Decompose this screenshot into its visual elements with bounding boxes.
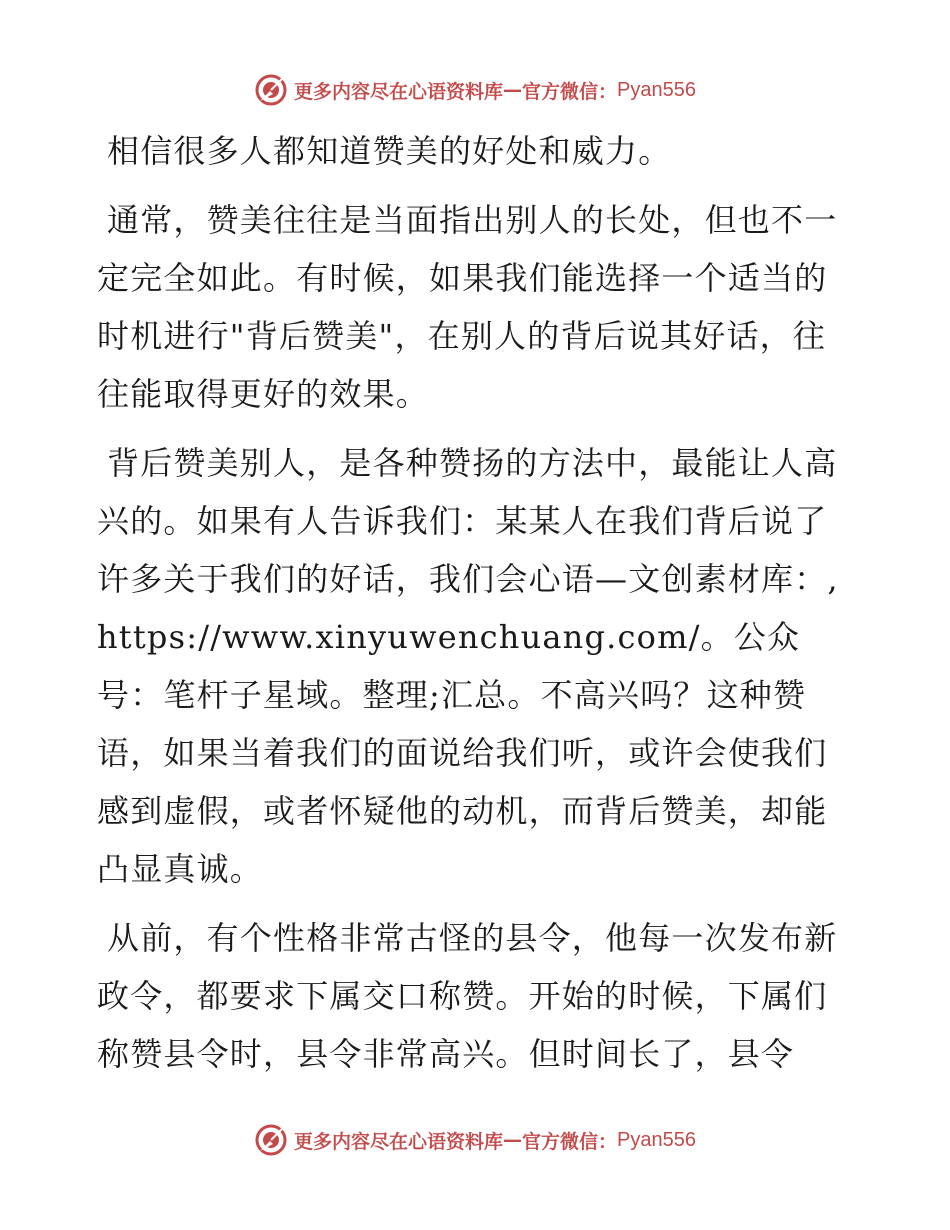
paragraph-1: 相信很多人都知道赞美的好处和威力。: [107, 132, 672, 170]
banner-wechat-id: Pyan556: [617, 1128, 696, 1151]
pen-nib-logo-icon: [254, 1123, 288, 1157]
banner-separator: —: [503, 1129, 523, 1151]
banner-wechat-label: 官方微信：: [522, 1130, 618, 1153]
paragraph-4: 从前，有个性格非常古怪的县令，他每一次发布新政令，都要求下属交口称赞。开始的时候，下属们称赞县令时，县令非常高兴。但时间长了，县令: [97, 919, 838, 1073]
paragraph-3: 背后赞美别人，是各种赞扬的方法中，最能让人高兴的。如果有人告诉我们：某某人在我们背后说了许多关于我们的好话，我们会心语—文创素材库：,https://www.xinyuwenchuang.com/。公众号：笔杆子星域。整理;汇总。不高兴吗？这种赞语，如果当着我们的面说给我们听，或许会使我们感到虚假，或者怀疑他的动机，而背后赞美，却能凸显真诚。: [97, 444, 839, 888]
banner-brand-text: 更多内容尽在心语资料库: [294, 80, 504, 103]
paragraph-2: 通常，赞美往往是当面指出别人的长处，但也不一定完全如此。有时候，如果我们能选择一个适当的时机进行"背后赞美"，在别人的背后说其好话，往往能取得更好的效果。: [97, 201, 838, 413]
document-body: [97, 122, 857, 1094]
banner-wechat-id: Pyan556: [617, 78, 696, 101]
header-banner: [0, 70, 950, 110]
pen-nib-logo-icon: [254, 73, 288, 107]
footer-banner: [0, 1120, 950, 1160]
banner-separator: —: [503, 79, 523, 101]
banner-brand-text: 更多内容尽在心语资料库: [294, 1130, 504, 1153]
banner-wechat-label: 官方微信：: [522, 80, 618, 103]
